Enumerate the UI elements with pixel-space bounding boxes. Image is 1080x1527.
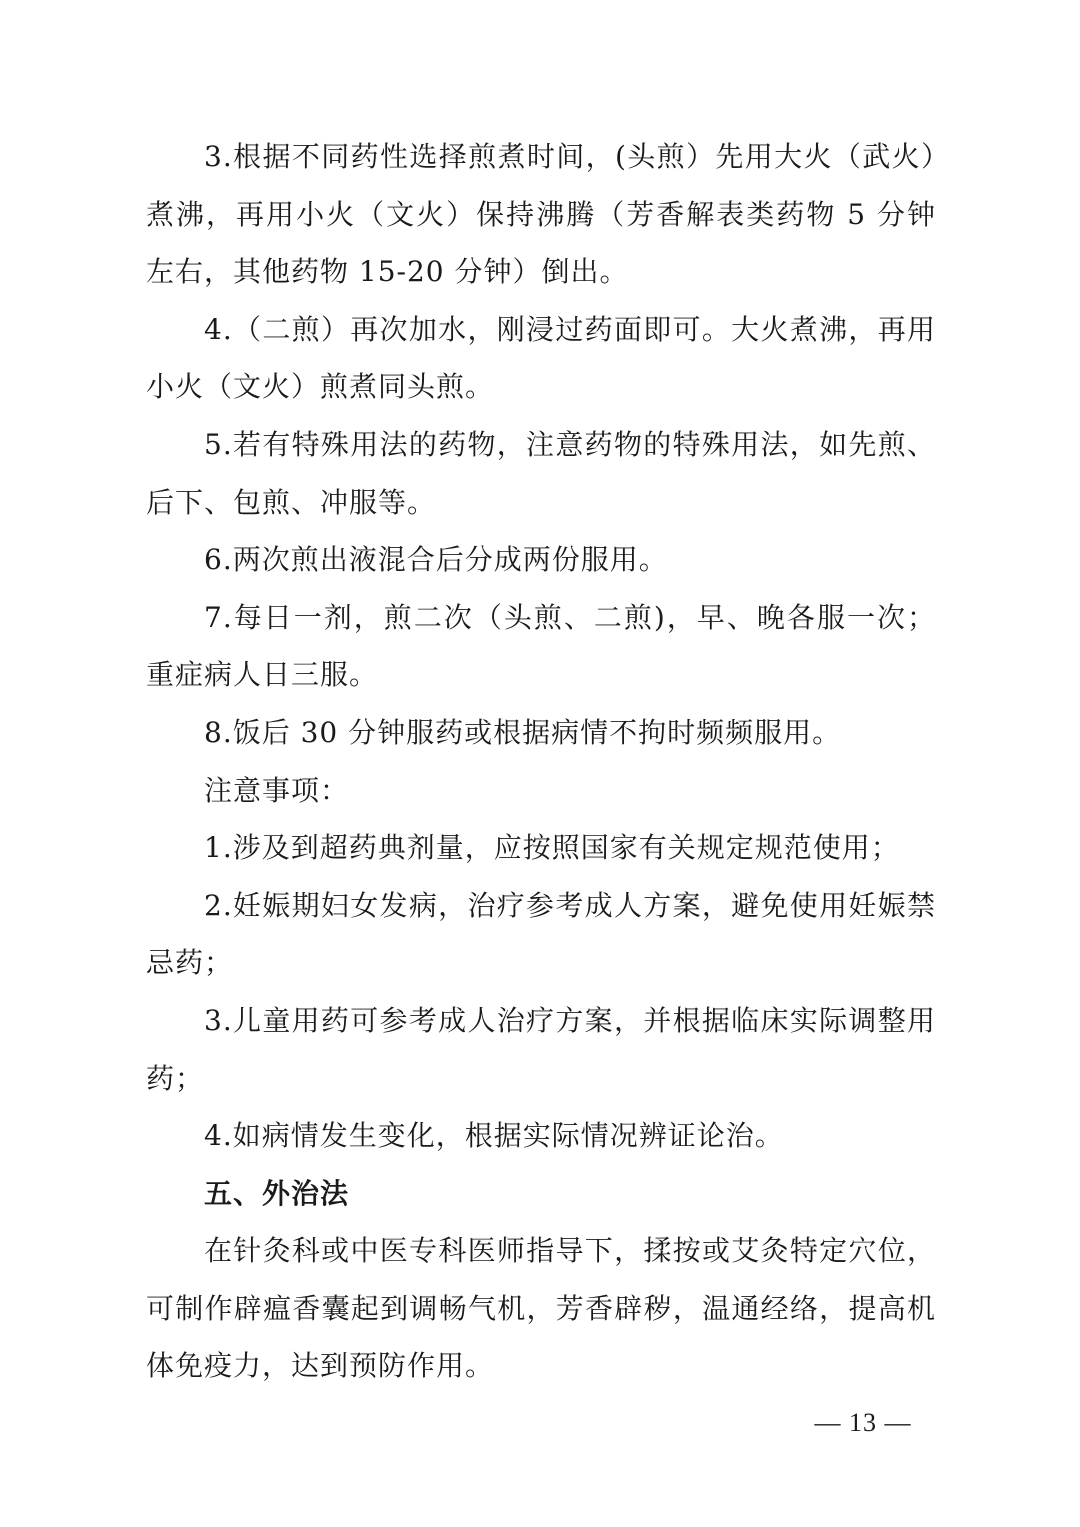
paragraph-special-usage: 5.若有特殊用法的药物，注意药物的特殊用法，如先煎、后下、包煎、冲服等。: [146, 427, 936, 519]
note-item-children: 3.儿童用药可参考成人治疗方案，并根据临床实际调整用药；: [146, 1003, 936, 1095]
document-body: [146, 128, 936, 1395]
paragraph-decoction-time: 3.根据不同药性选择煎煮时间，(头煎）先用大火（武火）煮沸，再用小火（文火）保持沸腾（芳香解表类药物 5 分钟左右，其他药物 15-20 分钟）倒出。: [146, 140, 936, 289]
section-heading-external-treatment: 五、外治法: [204, 1176, 350, 1210]
note-item-change: 4.如病情发生变化，根据实际情况辨证论治。: [204, 1119, 784, 1153]
note-item-dosage: 1.涉及到超药典剂量，应按照国家有关规定规范使用；: [204, 831, 900, 865]
note-item-pregnancy: 2.妊娠期妇女发病，治疗参考成人方案，避免使用妊娠禁忌药；: [146, 888, 936, 980]
page-number: — 13 —: [814, 1408, 912, 1437]
paragraph-second-decoction: 4.（二煎）再次加水，刚浸过药面即可。大火煮沸，再用小火（文火）煎煮同头煎。: [146, 312, 936, 404]
paragraph-mix-liquid: 6.两次煎出液混合后分成两份服用。: [204, 543, 668, 577]
paragraph-after-meal: 8.饭后 30 分钟服药或根据病情不拘时频频服用。: [204, 715, 842, 749]
paragraph-daily-dose: 7.每日一剂，煎二次（头煎、二煎)，早、晚各服一次；重症病人日三服。: [146, 600, 936, 692]
notes-title: 注意事项：: [204, 773, 350, 807]
paragraph-external-treatment: 在针灸科或中医专科医师指导下，揉按或艾灸特定穴位，可制作辟瘟香囊起到调畅气机，芳香辟秽，温通经络，提高机体免疫力，达到预防作用。: [146, 1234, 936, 1383]
